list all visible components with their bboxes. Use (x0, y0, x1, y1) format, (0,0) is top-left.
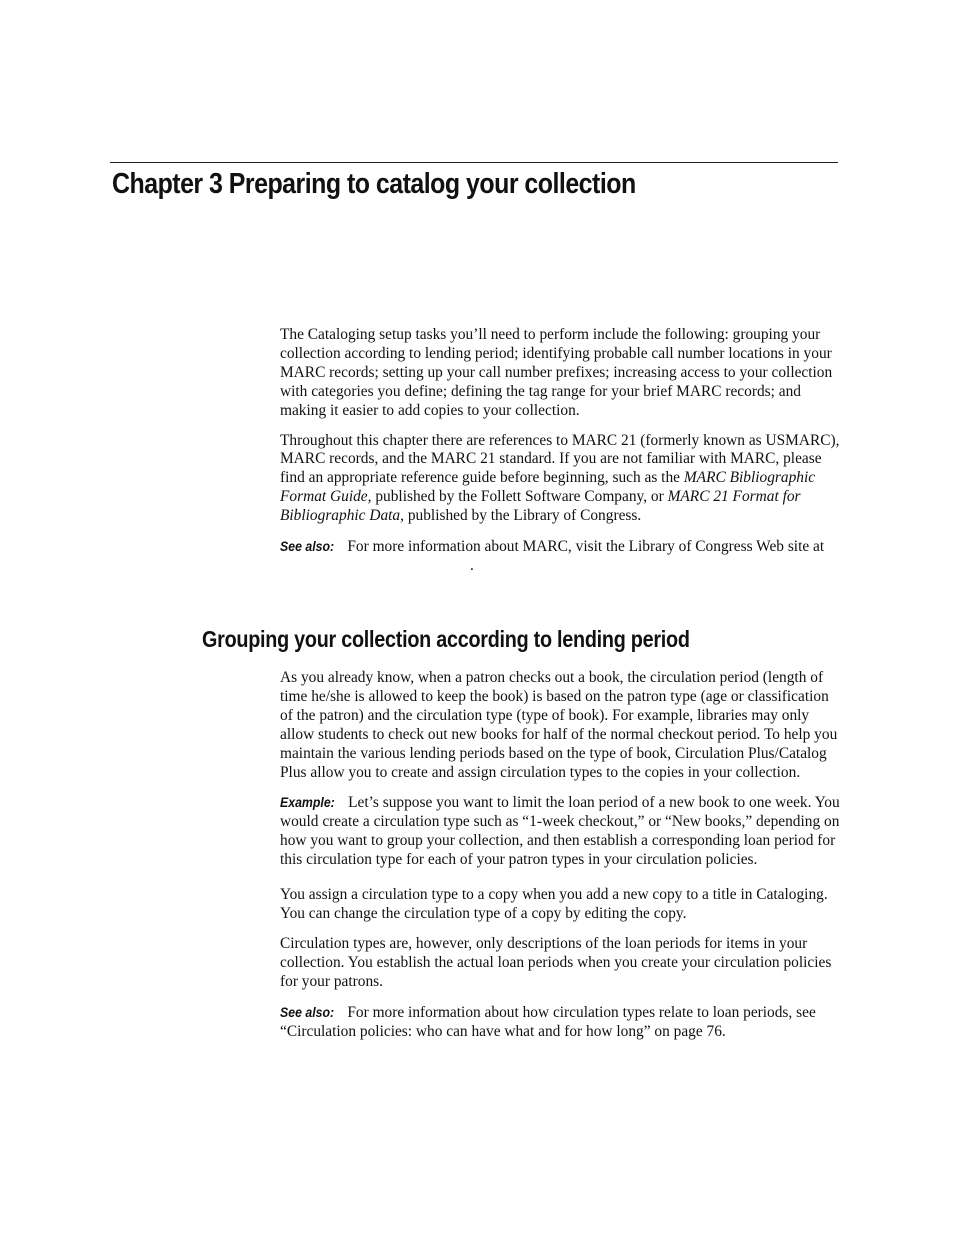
example-text: Let’s suppose you want to limit the loan period of a new book to one week. You would create a circulation type such as “1-week checkout,” or “New books,” depending on how you want to group your collection, and then establish a corresponding loan period for this circulation type for each of your patron types in your circulation policies. (280, 794, 840, 869)
see-also-circulation (280, 1003, 844, 1042)
see-also-label: See also: (280, 1003, 335, 1020)
chapter-title: Chapter 3 Preparing to catalog your collection (112, 168, 636, 200)
intro-block (280, 326, 844, 576)
section-block (280, 669, 844, 1041)
chapter-rule (110, 162, 838, 163)
section-heading: Grouping your collection according to lending period (202, 626, 690, 652)
intro-paragraph-1: The Cataloging setup tasks you’ll need to perform include the following: grouping your collection according to lending period; identifying probable call number locations in your MARC records; setting up your call number prefixes; increasing access to your collection with categories you define; defining the tag range for your brief MARC records; and making it easier to add copies to your collection. (280, 326, 833, 419)
intro-paragraph-2 (280, 432, 844, 527)
section-paragraph-3: Circulation types are, however, only descriptions of the loan periods for items in your collection. You establish the actual loan periods when you create your circulation policies for your patrons. (280, 934, 832, 990)
ref-marc21-format: MARC 21 Format for Bibliographic Data (280, 488, 801, 525)
ref-marc-guide: MARC Bibliographic Format Guide, (280, 469, 816, 506)
section-paragraph-2: You assign a circulation type to a copy when you add a new copy to a title in Cataloging. You can change the circulation type of a copy by editing the copy. (280, 886, 828, 922)
see-also-text: For more information about MARC, visit the Library of Congress Web site at (347, 538, 825, 556)
see-also-marc (280, 537, 844, 576)
intro-p2-text-b: published by the Follett Software Company, or (371, 488, 668, 506)
see-also-text: For more information about how circulation types relate to loan periods, see “Circulation policies: who can have what and for how long” on page 76. (280, 1003, 816, 1040)
see-also-end: . (470, 556, 474, 574)
intro-p2-text-c: , published by the Library of Congress. (400, 507, 642, 525)
example-label: Example: (280, 794, 335, 811)
section-paragraph-1: As you already know, when a patron checks out a book, the circulation period (length of time he/she is allowed to keep the book) is based on the patron type (age or classification of the patron) and the circulation type (type of book). For example, libraries may only allow students to check out new books for half of the normal checkout period. To help you maintain the various lending periods based on the type of book, Circulation Plus/Catalog Plus allow you to create and assign circulation types to the copies in your collection. (280, 669, 838, 781)
intro-p2-text-a: Throughout this chapter there are references to MARC 21 (formerly known as USMARC), MARC records, and the MARC 21 standard. If you are not familiar with MARC, please find an appropriate reference guide before beginning, such as the (280, 431, 840, 487)
example-paragraph (280, 793, 844, 870)
see-also-label: See also: (280, 538, 335, 555)
